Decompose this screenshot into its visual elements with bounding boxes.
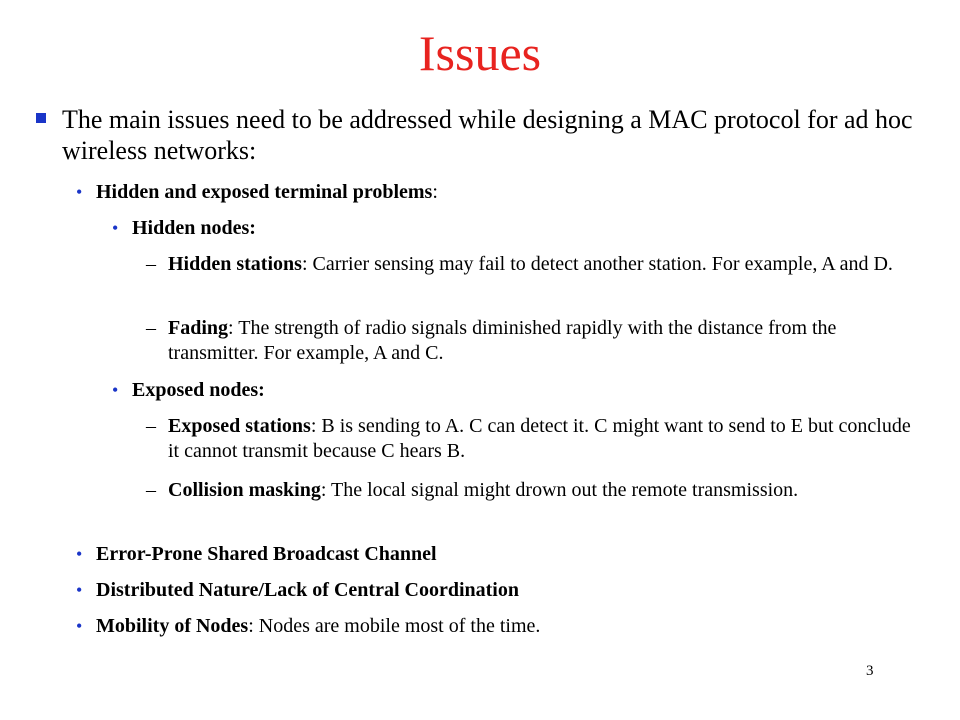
bullet-main-issues <box>36 104 916 166</box>
bullet-hidden-nodes <box>112 216 912 241</box>
item-fading <box>146 316 926 366</box>
bullet-error-prone <box>76 542 916 567</box>
bullet-icon: • <box>76 544 83 564</box>
intro-text: The main issues need to be addressed while designing a MAC protocol for ad hoc wireless networks: <box>62 105 913 165</box>
bullet-heading: Distributed Nature/Lack of Central Coordination <box>96 579 519 601</box>
bullet-distributed <box>76 578 916 603</box>
item-hidden-stations <box>146 252 926 277</box>
bullet-exposed-nodes <box>112 378 912 403</box>
item-heading: Hidden stations <box>168 253 302 275</box>
bullet-icon: • <box>112 380 119 400</box>
dash-icon: – <box>146 317 156 339</box>
item-exposed-stations <box>146 414 926 464</box>
item-text: : The local signal might drown out the remote transmission. <box>320 479 799 501</box>
square-bullet-icon <box>36 113 46 123</box>
bullet-heading: Hidden nodes: <box>132 217 256 239</box>
bullet-heading: Error-Prone Shared Broadcast Channel <box>96 543 437 565</box>
item-heading: Fading <box>168 317 229 339</box>
bullet-icon: • <box>76 616 83 636</box>
bullet-hidden-exposed <box>76 180 916 205</box>
item-heading: Collision masking <box>168 479 321 501</box>
item-text: : The strength of radio signals diminished rapidly with the distance from the transmitter. For example, A and C. <box>168 317 837 364</box>
item-heading: Exposed stations <box>168 415 311 437</box>
bullet-icon: • <box>112 218 119 238</box>
dash-icon: – <box>146 415 156 437</box>
item-collision-masking <box>146 478 926 503</box>
bullet-heading: Mobility of Nodes <box>96 615 249 637</box>
page-number: 3 <box>866 663 874 679</box>
bullet-heading: Hidden and exposed terminal problems <box>96 181 433 203</box>
bullet-text: : Nodes are mobile most of the time. <box>248 615 541 637</box>
item-text: : Carrier sensing may fail to detect another station. For example, A and D. <box>301 253 893 275</box>
slide-title: Issues <box>418 25 542 81</box>
bullet-icon: • <box>76 580 83 600</box>
dash-icon: – <box>146 479 156 501</box>
item-text: : B is sending to A. C can detect it. C might want to send to E but conclude it cannot transmit because C hears B. <box>168 415 911 462</box>
bullet-heading: Exposed nodes: <box>132 379 265 401</box>
bullet-icon: • <box>76 182 83 202</box>
bullet-text: : <box>432 181 438 203</box>
bullet-mobility <box>76 614 916 639</box>
dash-icon: – <box>146 253 156 275</box>
